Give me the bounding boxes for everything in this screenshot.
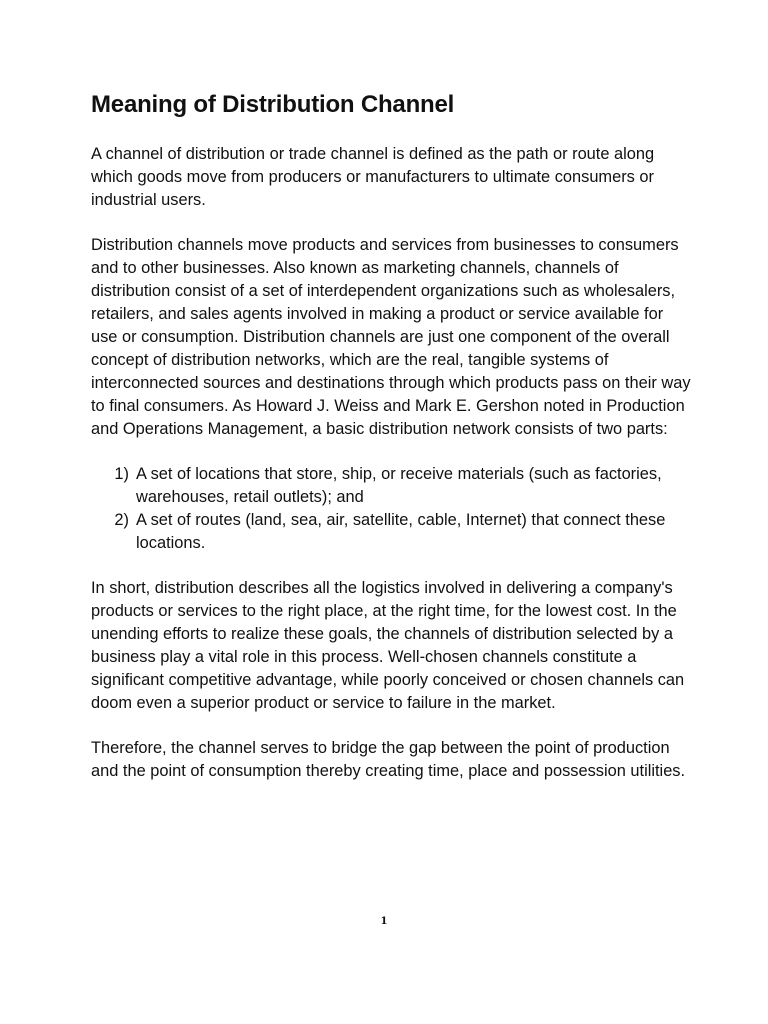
list-item-text: A set of locations that store, ship, or receive materials (such as factories, warehouses, retail outlets); and bbox=[136, 465, 662, 506]
page-number: 1 bbox=[380, 916, 388, 927]
paragraph-distribution-channels: Distribution channels move products and services from businesses to consumers and to other businesses. Also known as marketing channels, channels of distribution consist of a set of interdependent organizations such as wholesalers, retailers, and sales agents involved in making a product or service available for use or consumption. Distribution channels are just one component of the overall concept of distribution networks, which are the real, tangible systems of interconnected sources and destinations through which products pass on their way to final consumers. As Howard J. Weiss and Mark E. Gershon noted in Production and Operations Management, a basic distribution network consists of two parts: bbox=[91, 236, 691, 438]
list-marker: 2) bbox=[114, 511, 129, 529]
document-body bbox=[91, 88, 691, 805]
document-title: Meaning of Distribution Channel bbox=[91, 91, 455, 118]
distribution-network-parts-list bbox=[91, 463, 691, 555]
list-marker: 1) bbox=[114, 465, 129, 483]
list-item-text: A set of routes (land, sea, air, satellite, cable, Internet) that connect these locations. bbox=[136, 511, 666, 552]
paragraph-definition: A channel of distribution or trade channel is defined as the path or route along which goods move from producers or manufacturers to ultimate consumers or industrial users. bbox=[91, 145, 655, 209]
paragraph-short-distribution: In short, distribution describes all the logistics involved in delivering a company's products or services to the right place, at the right time, for the lowest cost. In the unending efforts to realize these goals, the channels of distribution selected by a business play a vital role in this process. Well-chosen channels constitute a significant competitive advantage, while poorly conceived or chosen channels can doom even a superior product or service to failure in the market. bbox=[91, 579, 685, 712]
paragraph-conclusion: Therefore, the channel serves to bridge the gap between the point of production and the point of consumption thereby creating time, place and possession utilities. bbox=[91, 739, 686, 780]
list-item bbox=[91, 463, 691, 509]
list-item bbox=[91, 509, 691, 555]
